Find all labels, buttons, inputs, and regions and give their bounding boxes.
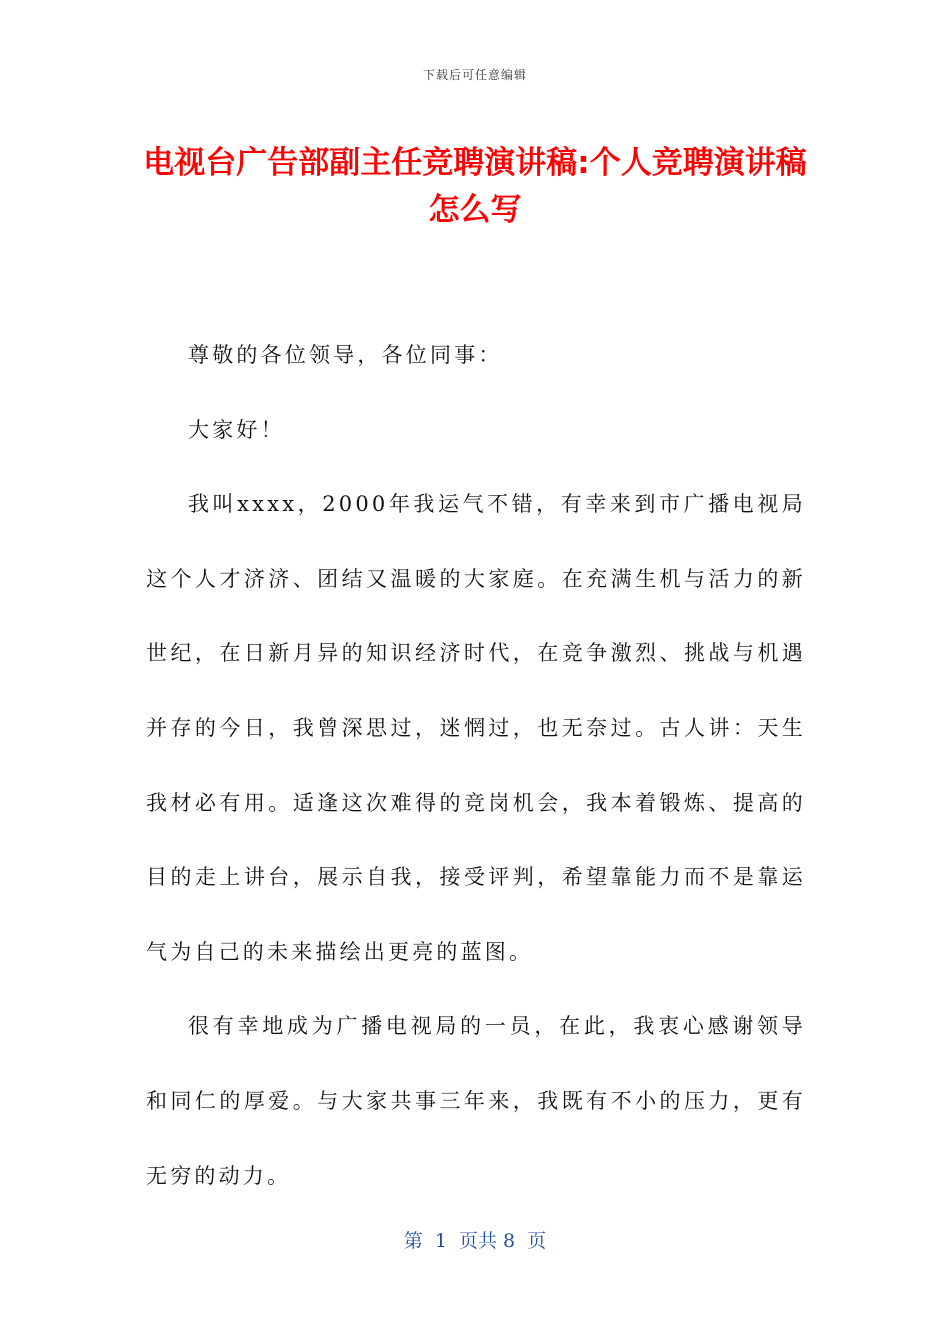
paragraph-gratitude: 很有幸地成为广播电视局的一员，在此，我衷心感谢领导和同仁的厚爱。与大家共事三年来，我既有不小的压力，更有无穷的动力。: [146, 1014, 806, 1188]
paragraph-greeting: 大家好！: [188, 417, 285, 442]
page-number-footer: 第 1 页共 8 页: [403, 1230, 547, 1252]
paragraph-introduction: 我叫xxxx，2000年我运气不错，有幸来到市广播电视局这个人才济济、团结又温暖的大家庭。在充满生机与活力的新世纪，在日新月异的知识经济时代，在竞争激烈、挑战与机遇并存的今日，我曾深思过，迷惘过，也无奈过。古人讲：天生我材必有用。适逢这次难得的竞岗机会，我本着锻炼、提高的目的走上讲台，展示自我，接受评判，希望靠能力而不是靠运气为自己的未来描绘出更亮的蓝图。: [146, 492, 806, 964]
document-body: [146, 318, 806, 1213]
header-note: 下载后可任意编辑: [422, 68, 527, 82]
paragraph-salutation: 尊敬的各位领导，各位同事：: [188, 343, 503, 367]
document-title: 电视台广告部副主任竞聘演讲稿:个人竞聘演讲稿怎么写: [143, 145, 807, 228]
